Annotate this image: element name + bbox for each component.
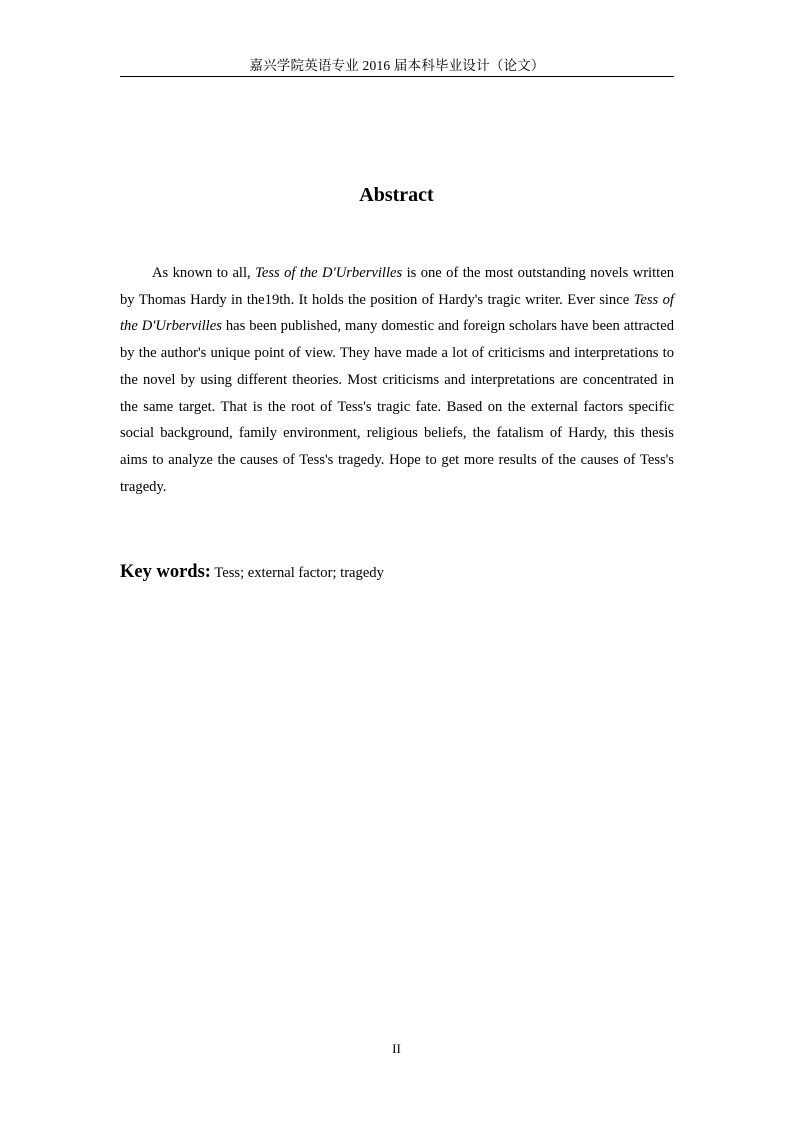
page-header bbox=[120, 56, 674, 77]
abstract-text-2: is one of the most outstanding novels written by Thomas Hardy in the19th. It holds the position of Hardy's tragic writer. Ever since bbox=[120, 265, 674, 308]
page-number: II bbox=[392, 1041, 401, 1056]
keywords-line bbox=[120, 559, 674, 586]
keywords-values: Tess; external factor; tragedy bbox=[210, 565, 384, 581]
novel-title-1: Tess of the D'Urbervilles bbox=[255, 265, 403, 281]
abstract-title: Abstract bbox=[359, 184, 434, 206]
keywords-label: Key words: bbox=[120, 562, 211, 582]
header-text: 嘉兴学院英语专业 2016 届本科毕业设计（论文） bbox=[249, 58, 545, 73]
abstract-text-1: As known to all, bbox=[152, 265, 256, 281]
abstract-text-3: has been published, many domestic and foreign scholars have been attracted by the author's unique point of view. They have made a lot of criticisms and interpretations to the novel by using different theories. Most criticisms and interpretations are concentrated in the same target. That is the root of Tess's tragic fate. Based on the external factors specific social background, family environment, religious beliefs, the fatalism of Hardy, this thesis aims to analyze the causes of Tess's tragedy. Hope to get more results of the causes of Tess's tragedy. bbox=[120, 318, 674, 495]
novel-title-2: Tess of the D'Urbervilles bbox=[120, 291, 674, 335]
abstract-paragraph bbox=[120, 260, 674, 500]
